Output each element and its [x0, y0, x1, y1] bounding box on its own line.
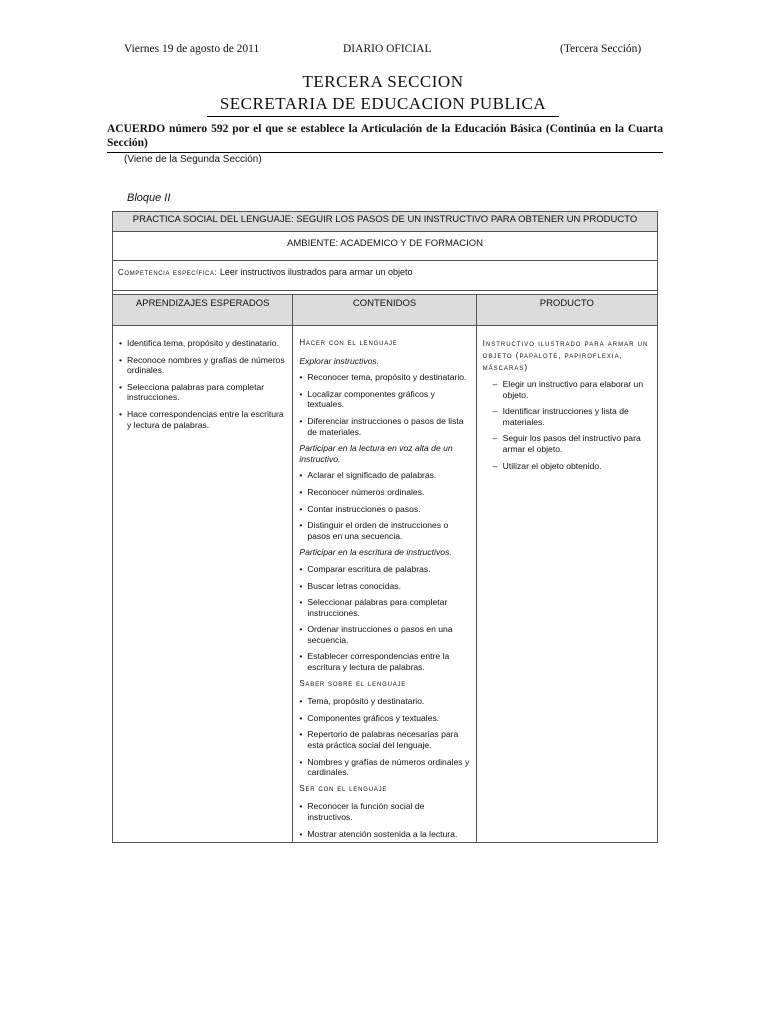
content-row — [113, 326, 657, 842]
ministry-title: SECRETARIA DE EDUCACION PUBLICA — [207, 94, 559, 117]
explorar-subheading: Explorar instructivos. — [299, 355, 380, 366]
list-item: – Identificar instrucciones y lista de materiales. — [492, 406, 629, 427]
list-item: • Ordenar instrucciones o pasos en una secuencia. — [299, 624, 453, 645]
acuerdo-title: ACUERDO número 592 por el que se establece la Articulación de la Educación Básica (Continúa en la Cuarta Sección) — [107, 122, 663, 153]
escritura-subheading: Participar en la escritura de instructivos. — [299, 547, 452, 558]
list-item: • Mostrar atención sostenida a la lectura. — [299, 828, 458, 839]
list-item: – Elegir un instructivo para elaborar un objeto. — [492, 379, 644, 400]
viene-note: (Viene de la Segunda Sección) — [124, 154, 262, 165]
list-item: • Distinguir el orden de instrucciones o pasos en una secuencia. — [299, 520, 449, 541]
list-item: • Hace correspondencias entre la escritura y lectura de palabras. — [119, 408, 284, 430]
ambiente-row: AMBIENTE: ACADEMICO Y DE FORMACION — [113, 232, 657, 261]
list-item: • Contar instrucciones o pasos. — [299, 503, 421, 514]
competencia-row — [113, 261, 657, 291]
hacer-heading: Hacer con el lenguaje — [299, 338, 398, 347]
list-item: • Tema, propósito y destinatario. — [299, 696, 425, 707]
saber-heading: Saber sobre el lenguaje — [299, 678, 407, 688]
list-item: • Localizar componentes gráficos y textuales. — [299, 388, 435, 410]
list-item: – Utilizar el objeto obtenido. — [492, 460, 602, 471]
list-item: • Nombres y grafías de números ordinales y cardinales. — [299, 756, 470, 778]
curriculum-table — [112, 211, 658, 843]
list-item: • Reconocer la función social de instructivos. — [299, 801, 425, 822]
header-contenidos: CONTENIDOS — [293, 295, 476, 325]
header-date: Viernes 19 de agosto de 2011 — [124, 43, 260, 55]
list-item: • Aclarar el significado de palabras. — [299, 470, 437, 481]
header-publication: DIARIO OFICIAL — [343, 43, 432, 55]
list-item: – Seguir los pasos del instructivo para armar el objeto. — [492, 433, 641, 454]
practica-row: PRACTICA SOCIAL DEL LENGUAJE: SEGUIR LOS PASOS DE UN INSTRUCTIVO PARA OBTENER UN PRODUCTO — [113, 212, 657, 232]
list-item: • Comparar escritura de palabras. — [299, 563, 431, 574]
section-title: TERCERA SECCION — [302, 72, 464, 91]
list-item: • Diferenciar instrucciones o pasos de lista de materiales. — [299, 415, 464, 437]
ser-heading: Ser con el lenguaje — [299, 783, 388, 793]
list-item: • Identifica tema, propósito y destinatario. — [119, 338, 279, 348]
list-item: • Componentes gráficos y textuales. — [299, 712, 440, 723]
bloque-label: Bloque II — [127, 192, 171, 204]
header-aprendizajes: APRENDIZAJES ESPERADOS — [113, 295, 293, 325]
list-item: • Selecciona palabras para completar instrucciones. — [119, 381, 265, 403]
list-item: • Reconocer números ordinales. — [299, 486, 425, 497]
list-item: • Establecer correspondencias entre la escritura y lectura de palabras. — [299, 651, 450, 673]
producto-heading: Instructivo ilustrado para armar un objeto (papalote, papiroflexia, máscaras) — [482, 339, 649, 372]
header-section: (Tercera Sección) — [560, 43, 642, 55]
competencia-text: Leer instructivos ilustrados para armar un objeto — [217, 267, 413, 277]
aprendizajes-cell — [113, 326, 293, 842]
column-header-row — [113, 295, 657, 326]
contenidos-cell — [293, 326, 476, 842]
competencia-label: Competencia específica: — [118, 268, 218, 277]
lectura-subheading: Participar en la lectura en voz alta de un instructivo. — [299, 443, 453, 464]
header-producto: PRODUCTO — [539, 298, 594, 309]
list-item: • Seleccionar palabras para completar instrucciones. — [299, 597, 448, 618]
list-item: • Reconoce nombres y grafías de números ordinales. — [119, 354, 285, 376]
producto-cell — [477, 326, 657, 842]
list-item: • Repertorio de palabras necesarias para esta práctica social del lenguaje. — [299, 729, 459, 751]
list-item: • Buscar letras conocidas. — [299, 580, 401, 591]
list-item: • Reconocer tema, propósito y destinatario. — [299, 372, 467, 383]
